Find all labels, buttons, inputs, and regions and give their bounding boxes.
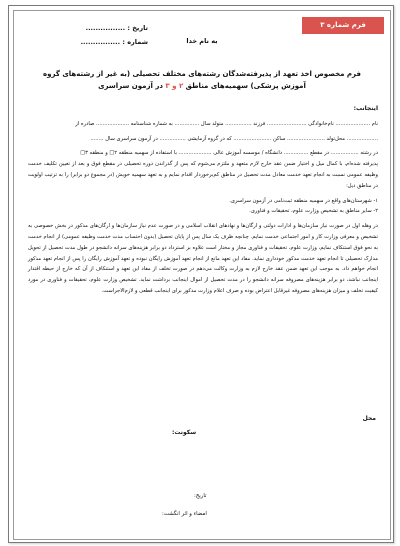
date-field: تاریخ : ................ xyxy=(85,24,148,32)
commitment-paragraph: پذیرفته شده‌ام، با کمال میل و اختیار ضمن عقد خارج لازم متعهد و ملتزم می‌شوم که پس از گذراندن دوره تحصیلی در مقطع فوق و بعد از تعیین تکلیف خدمت وظیفه عمومی نسبت به انجام تعهد خدمت معادل مدت تحصیل در مناطق کم‌برخوردار اقدام نمایم و به تعهد سهمیه خویش (در مجموع دو برابر) را به ترتیب اولویت در مناطق ذیل: xyxy=(28,161,378,189)
applicant-line-2: ................... محل‌تولد ....................... ساکن ....................... که در گروه آزمایشی ................ در آزمون سراسری سال ........ xyxy=(90,135,378,142)
number-field: شماره : ................ xyxy=(80,38,148,46)
applicant-line-1: نام ..................... نام‌خانوادگی ........................ فرزند ................ متولد سال ............... به شماره شناسنامه .................... صادره از xyxy=(75,120,378,127)
basmala: به نام خدا xyxy=(186,37,218,45)
title-tail: در آزمون سراسری xyxy=(98,82,163,90)
applicant-line-3: در رشته ................. در مقطع ............... دانشگاه / موسسه آموزش عالی .................... با استفاده از سهمیه منطقه ۲□ و منطقه ۳□ xyxy=(80,150,378,157)
title-highlight: ۲ و ۳ xyxy=(165,82,184,90)
title-main: فرم مخصوص اخذ تعهد از پذیرفته‌شدگان رشته‌های مختلف تحصیلی (به غیر از رشته‌های گروه آموزش پزشکی) سهمیه‌های مناطق xyxy=(43,70,361,90)
form-number-badge: فرم شماره ۳ xyxy=(302,17,384,34)
form-body xyxy=(28,104,378,297)
region-item-2: ۲- سایر مناطق به تشخیص وزارت علوم، تحقیقات و فناوری. xyxy=(249,208,378,215)
date-label: تاریخ xyxy=(132,24,148,32)
residence-label: سکونت: xyxy=(172,429,197,436)
signature-label: امضاء و اثر انگشت: xyxy=(162,511,207,517)
place-label: محل xyxy=(362,415,376,422)
number-label: شماره xyxy=(127,38,148,46)
form-page xyxy=(8,5,394,543)
obligation-paragraph: در وهله اول در صورت نیاز سازمان‌ها و ادارات دولتی و ارگان‌ها و نهادهای انقلاب اسلامی و در صورت عدم نیاز سازمان‌ها و ارگان‌های مذکور در بخش خصوصی به تشخیص و معرفی وزارت کار و امور اجتماعی خدمت نمایم. چنانچه ظرف یک سال پس از پایان تحصیل (بدون احتساب مدت خدمت وظیفه عمومی) از انجام خدمت به نحو فوق استنکاف نمایم، وزارت علوم، تحقیقات و فناوری مجاز و مختار است علاوه بر استرداد دو برابر هزینه‌های سرانه دانشجو در طول مدت تحصیل از تحویل مدارک تحصیلی تا انجام تعهد خدمت مذکور خودداری نماید. مفاد این تعهد مانع از انجام تعهد آموزش رایگان نبوده و تعهد آموزش رایگان را پس از انجام تعهد مذکور انجام خواهم داد. به موجب این تعهد ضمن عقد خارج لازم به وزارت وکالت می‌دهم در صورت تخلف از مفاد این تعهد و استنکاف از آن که خارج از حیطه اقتدار اینجانب نباشد، دو برابر هزینه‌های مصروفه سرانه دانشجو را در مدت تحصیل از اموال اینجانب برداشت نماید. تشخیص وزارت علوم، تحقیقات و فناوری در مورد کیفیت تخلف و میزان هزینه‌های مصروفه غیرقابل اعتراض بوده و صرف اعلام وزارت مذکور برای اینجانب قطعی و لازم‌الاجراست. xyxy=(28,223,378,294)
sign-date-label: تاریخ: xyxy=(194,493,207,499)
form-frame xyxy=(13,10,391,540)
region-item-1: ۱- شهرستان‌های واقع در سهمیه منطقه ثبت‌نامی در آزمون سراسری. xyxy=(229,197,378,204)
opening-label: اینجانب: xyxy=(353,105,378,112)
form-title xyxy=(32,68,372,92)
